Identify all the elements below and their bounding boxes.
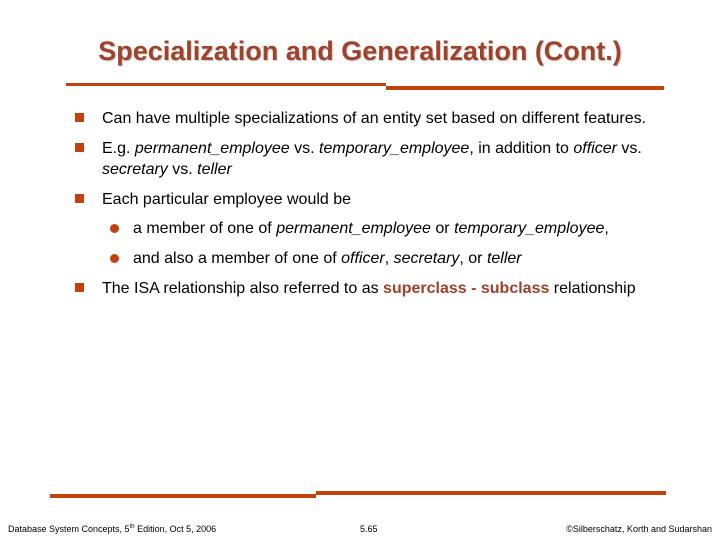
- text-run: Each particular employee would be: [102, 191, 352, 208]
- square-bullet-icon: [75, 143, 84, 152]
- footer-copyright: ©Silberschatz, Korth and Sudarshan: [566, 524, 712, 534]
- footer-rule-right: [316, 491, 666, 495]
- text-run: relationship: [549, 280, 636, 297]
- sub-bullet-item: [70, 248, 690, 269]
- text-run: vs.: [167, 161, 198, 178]
- round-bullet-icon: [110, 254, 119, 263]
- footer-course-edition: Edition, Oct 5, 2006: [134, 524, 217, 534]
- italic-term: temporary_employee: [319, 140, 470, 157]
- square-bullet-icon: [75, 194, 84, 203]
- slide-title: Specialization and Generalization (Cont.): [98, 36, 622, 66]
- italic-term: temporary_employee: [454, 220, 605, 237]
- footer-course: [8, 524, 216, 534]
- square-bullet-icon: [75, 113, 84, 122]
- bullet-text: [102, 191, 351, 208]
- text-run: and also a member of one of: [133, 250, 342, 267]
- italic-term: secretary: [102, 161, 168, 178]
- text-run: a member of one of: [133, 220, 277, 237]
- footer-course-sup: th: [129, 524, 135, 530]
- italic-term: permanent_employee: [134, 140, 290, 157]
- text-run: The ISA relationship also referred to as: [102, 280, 384, 297]
- bullet-text: [102, 140, 642, 178]
- text-run: Can have multiple specializations of an entity set based on different features.: [102, 110, 647, 127]
- italic-term: officer: [341, 250, 385, 267]
- page-number: 5.65: [360, 524, 378, 534]
- italic-term: permanent_employee: [276, 220, 431, 237]
- italic-term: officer: [573, 140, 617, 157]
- bullet-item: [70, 278, 690, 299]
- sub-bullet-text: [133, 220, 609, 237]
- text-run: , in addition to: [469, 140, 574, 157]
- highlighted-term: superclass - subclass: [383, 280, 550, 297]
- text-run: , or: [459, 250, 487, 267]
- text-run: vs.: [289, 140, 320, 157]
- round-bullet-icon: [110, 224, 119, 233]
- italic-term: teller: [197, 161, 232, 178]
- bullet-text: [102, 280, 636, 297]
- title-rule-left: [66, 83, 386, 86]
- square-bullet-icon: [75, 283, 84, 292]
- italic-term: secretary: [393, 250, 460, 267]
- text-run: ,: [384, 250, 394, 267]
- text-run: or: [430, 220, 455, 237]
- text-run: vs.: [616, 140, 642, 157]
- text-run: E.g.: [102, 140, 135, 157]
- title-rule-right: [386, 86, 664, 90]
- sub-bullet-item: [70, 218, 690, 239]
- bullet-item: [70, 138, 690, 180]
- slide-body: [70, 108, 690, 308]
- italic-term: teller: [486, 250, 522, 267]
- bullet-item: [70, 108, 690, 129]
- footer-course-text: Database System Concepts, 5: [8, 524, 130, 534]
- bullet-item: [70, 189, 690, 210]
- sub-bullet-text: [133, 250, 522, 267]
- bullet-text: [102, 110, 646, 127]
- footer-rule-left: [50, 494, 316, 498]
- text-run: ,: [604, 220, 609, 237]
